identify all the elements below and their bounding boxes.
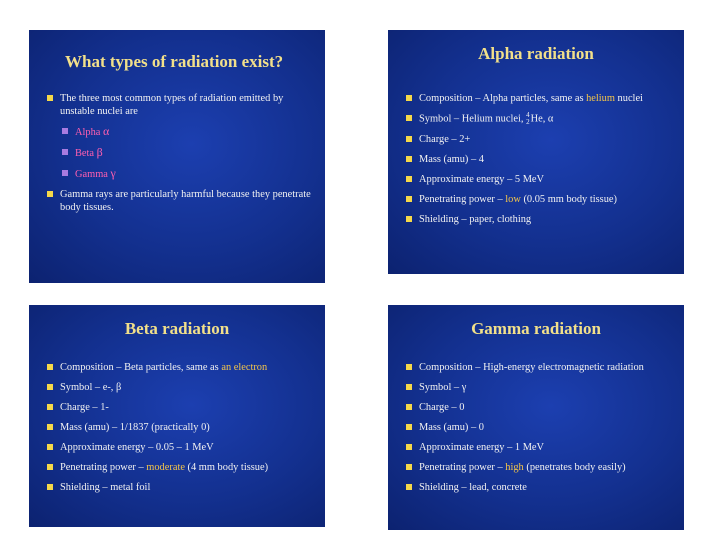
square-bullet-icon bbox=[47, 484, 53, 490]
slide-title: Gamma radiation bbox=[471, 319, 601, 338]
list-item-alpha: Alpha α bbox=[47, 125, 315, 139]
list-item: Composition – Alpha particles, same as helium nuclei bbox=[406, 92, 674, 105]
list-item: Shielding – metal foil bbox=[47, 481, 315, 494]
list-item: Gamma rays are particularly harmful because they penetrate body tissues. bbox=[47, 188, 315, 214]
list-item: Penetrating power – high (penetrates body easily) bbox=[406, 461, 674, 474]
slide-title: Alpha radiation bbox=[478, 44, 594, 63]
square-bullet-icon bbox=[406, 216, 412, 222]
list-item: Shielding – paper, clothing bbox=[406, 213, 674, 226]
square-bullet-icon bbox=[406, 464, 412, 470]
square-bullet-icon bbox=[406, 176, 412, 182]
list-item: Approximate energy – 5 MeV bbox=[406, 173, 674, 186]
square-bullet-icon bbox=[406, 115, 412, 121]
bullet-list bbox=[47, 361, 315, 501]
square-bullet-icon bbox=[62, 128, 68, 134]
slide-title: What types of radiation exist? bbox=[65, 52, 284, 71]
square-bullet-icon bbox=[406, 384, 412, 390]
list-item: Approximate energy – 1 MeV bbox=[406, 441, 674, 454]
square-bullet-icon bbox=[406, 136, 412, 142]
square-bullet-icon bbox=[406, 156, 412, 162]
list-item: Charge – 0 bbox=[406, 401, 674, 414]
square-bullet-icon bbox=[47, 404, 53, 410]
slide-alpha-radiation[interactable] bbox=[388, 30, 684, 274]
list-item: Mass (amu) – 4 bbox=[406, 153, 674, 166]
list-item-gamma: Gamma γ bbox=[47, 167, 315, 181]
square-bullet-icon bbox=[406, 196, 412, 202]
bullet-list bbox=[47, 92, 315, 221]
square-bullet-icon bbox=[47, 464, 53, 470]
square-bullet-icon bbox=[406, 484, 412, 490]
square-bullet-icon bbox=[47, 364, 53, 370]
slide-gamma-radiation[interactable] bbox=[388, 305, 684, 530]
square-bullet-icon bbox=[47, 384, 53, 390]
square-bullet-icon bbox=[47, 444, 53, 450]
list-item: Symbol – Helium nuclei, 4 2 He, α bbox=[406, 112, 674, 126]
list-item: Penetrating power – moderate (4 mm body tissue) bbox=[47, 461, 315, 474]
square-bullet-icon bbox=[406, 95, 412, 101]
list-item: Charge – 2+ bbox=[406, 133, 674, 146]
slide-title: Beta radiation bbox=[124, 319, 230, 338]
list-item: Composition – High-energy electromagnetic radiation bbox=[406, 361, 674, 374]
list-item: Composition – Beta particles, same as an electron bbox=[47, 361, 315, 374]
square-bullet-icon bbox=[62, 170, 68, 176]
square-bullet-icon bbox=[406, 444, 412, 450]
list-item: Symbol – e-, β bbox=[47, 381, 315, 394]
square-bullet-icon bbox=[406, 424, 412, 430]
square-bullet-icon bbox=[47, 95, 53, 101]
square-bullet-icon bbox=[406, 364, 412, 370]
list-item: The three most common types of radiation emitted by unstable nuclei are bbox=[47, 92, 315, 118]
square-bullet-icon bbox=[406, 404, 412, 410]
list-item: Charge – 1- bbox=[47, 401, 315, 414]
list-item: Symbol – γ bbox=[406, 381, 674, 394]
list-item: Mass (amu) – 0 bbox=[406, 421, 674, 434]
bullet-list bbox=[406, 361, 674, 501]
list-item-beta: Beta β bbox=[47, 146, 315, 160]
list-item: Approximate energy – 0.05 – 1 MeV bbox=[47, 441, 315, 454]
slide-beta-radiation[interactable] bbox=[29, 305, 325, 527]
square-bullet-icon bbox=[62, 149, 68, 155]
bullet-list bbox=[406, 92, 674, 233]
list-item: Penetrating power – low (0.05 mm body tissue) bbox=[406, 193, 674, 206]
slide-what-types[interactable] bbox=[29, 30, 325, 283]
list-item: Mass (amu) – 1/1837 (practically 0) bbox=[47, 421, 315, 434]
list-item: Shielding – lead, concrete bbox=[406, 481, 674, 494]
square-bullet-icon bbox=[47, 424, 53, 430]
square-bullet-icon bbox=[47, 191, 53, 197]
